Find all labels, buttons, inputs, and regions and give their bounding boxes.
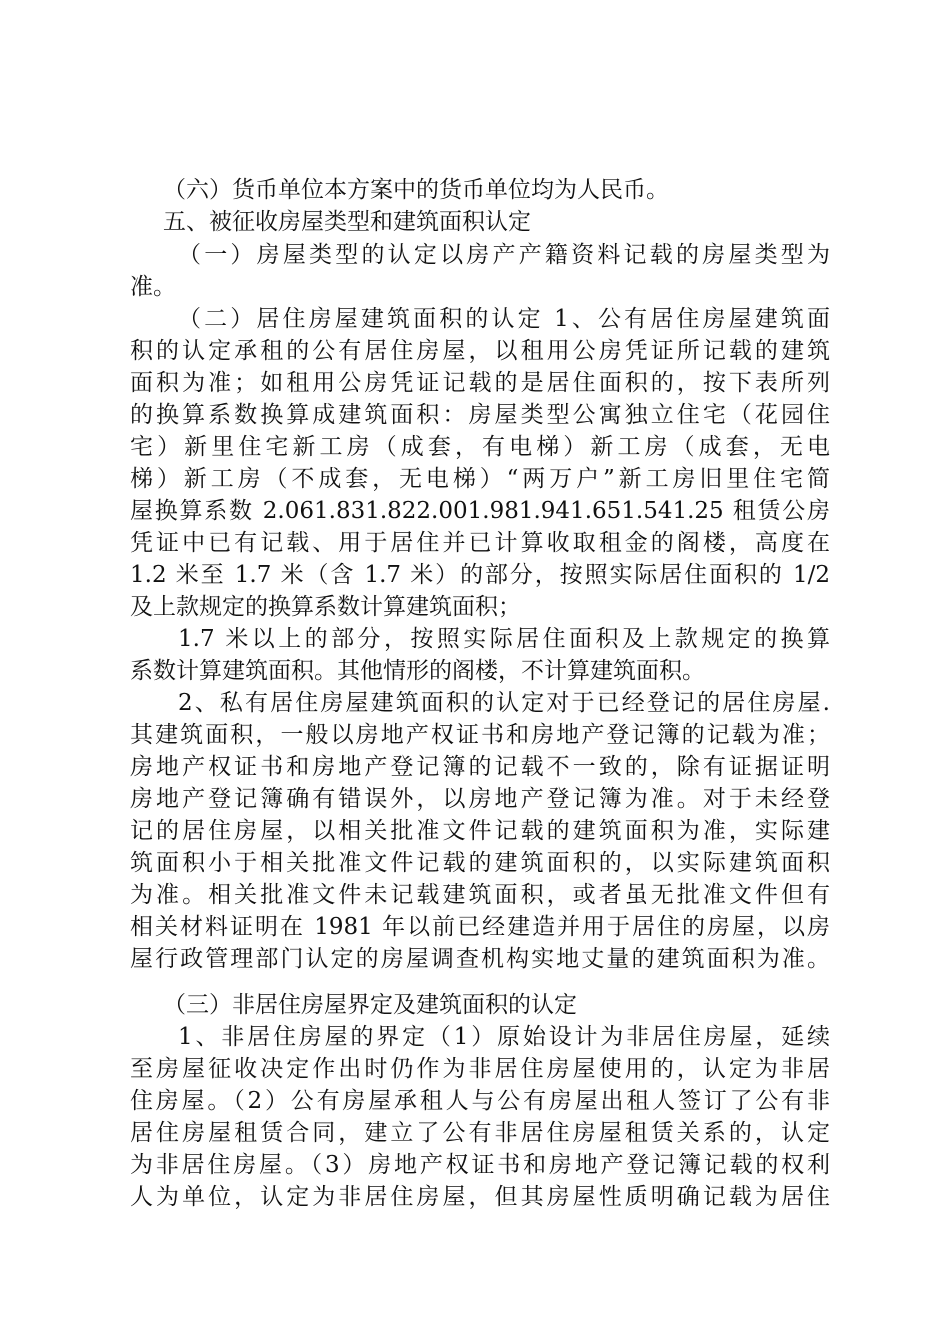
text-line-11: 屋换算系数 2.061.831.822.001.981.941.651.541.25 租赁公房 bbox=[130, 498, 830, 524]
text-line-16: 系数计算建筑面积。其他情形的阁楼，不计算建筑面积。 bbox=[130, 658, 705, 684]
text-line-29: 住房屋。（2）公有房屋承租人与公有房屋出租人签订了公有非 bbox=[130, 1088, 830, 1114]
text-line-17: 2、私有居住房屋建筑面积的认定对于已经登记的居住房屋. bbox=[178, 690, 830, 716]
text-line-23: 为准。相关批准文件未记载建筑面积，或者虽无批准文件但有 bbox=[130, 882, 830, 908]
text-line-31: 为非居住房屋。（3）房地产权证书和房地产登记簿记载的权利 bbox=[130, 1152, 830, 1178]
text-line-22: 筑面积小于相关批准文件记载的建筑面积的，以实际建筑面积 bbox=[130, 850, 830, 876]
text-line-8: 的换算系数换算成建筑面积：房屋类型公寓独立住宅（花园住 bbox=[130, 402, 830, 428]
text-line-20: 房地产登记簿确有错误外，以房地产登记簿为准。对于未经登 bbox=[130, 786, 830, 812]
text-line-18: 其建筑面积，一般以房地产权证书和房地产登记簿的记载为准； bbox=[130, 722, 830, 748]
text-line-15: 1.7 米以上的部分，按照实际居住面积及上款规定的换算 bbox=[178, 626, 830, 652]
text-line-7: 面积为准；如租用公房凭证记载的是居住面积的，按下表所列 bbox=[130, 370, 830, 396]
text-line-26: （三）非居住房屋界定及建筑面积的认定 bbox=[163, 992, 577, 1018]
text-line-27: 1、非居住房屋的界定（1）原始设计为非居住房屋，延续 bbox=[178, 1024, 830, 1050]
text-line-30: 居住房屋租赁合同，建立了公有非居住房屋租赁关系的，认定 bbox=[130, 1120, 830, 1146]
text-line-12: 凭证中已有记载、用于居住并已计算收取租金的阁楼，高度在 bbox=[130, 530, 830, 556]
text-line-3: （一）房屋类型的认定以房产产籍资料记载的房屋类型为 bbox=[178, 242, 830, 268]
text-line-13: 1.2 米至 1.7 米（含 1.7 米）的部分，按照实际居住面积的 1/2 bbox=[130, 562, 830, 588]
text-line-24: 相关材料证明在 1981 年以前已经建造并用于居住的房屋，以房 bbox=[130, 914, 830, 940]
text-line-25: 屋行政管理部门认定的房屋调查机构实地丈量的建筑面积为准。 bbox=[130, 946, 830, 972]
text-line-1: （六）货币单位本方案中的货币单位均为人民币。 bbox=[163, 177, 669, 203]
text-line-21: 记的居住房屋，以相关批准文件记载的建筑面积为准，实际建 bbox=[130, 818, 830, 844]
text-line-2: 五、被征收房屋类型和建筑面积认定 bbox=[163, 209, 531, 235]
text-line-5: （二）居住房屋建筑面积的认定 1、公有居住房屋建筑面 bbox=[178, 306, 830, 332]
text-line-10: 梯）新工房（不成套，无电梯）“两万户”新工房旧里住宅简 bbox=[130, 466, 830, 492]
text-line-14: 及上款规定的换算系数计算建筑面积； bbox=[130, 594, 521, 620]
text-line-28: 至房屋征收决定作出时仍作为非居住房屋使用的，认定为非居 bbox=[130, 1056, 830, 1082]
text-line-4: 准。 bbox=[130, 274, 176, 300]
text-line-6: 积的认定承租的公有居住房屋，以租用公房凭证所记载的建筑 bbox=[130, 338, 830, 364]
text-line-32: 人为单位，认定为非居住房屋，但其房屋性质明确记载为居住 bbox=[130, 1184, 830, 1210]
text-line-19: 房地产权证书和房地产登记簿的记载不一致的，除有证据证明 bbox=[130, 754, 830, 780]
text-line-9: 宅）新里住宅新工房（成套，有电梯）新工房（成套，无电 bbox=[130, 434, 830, 460]
